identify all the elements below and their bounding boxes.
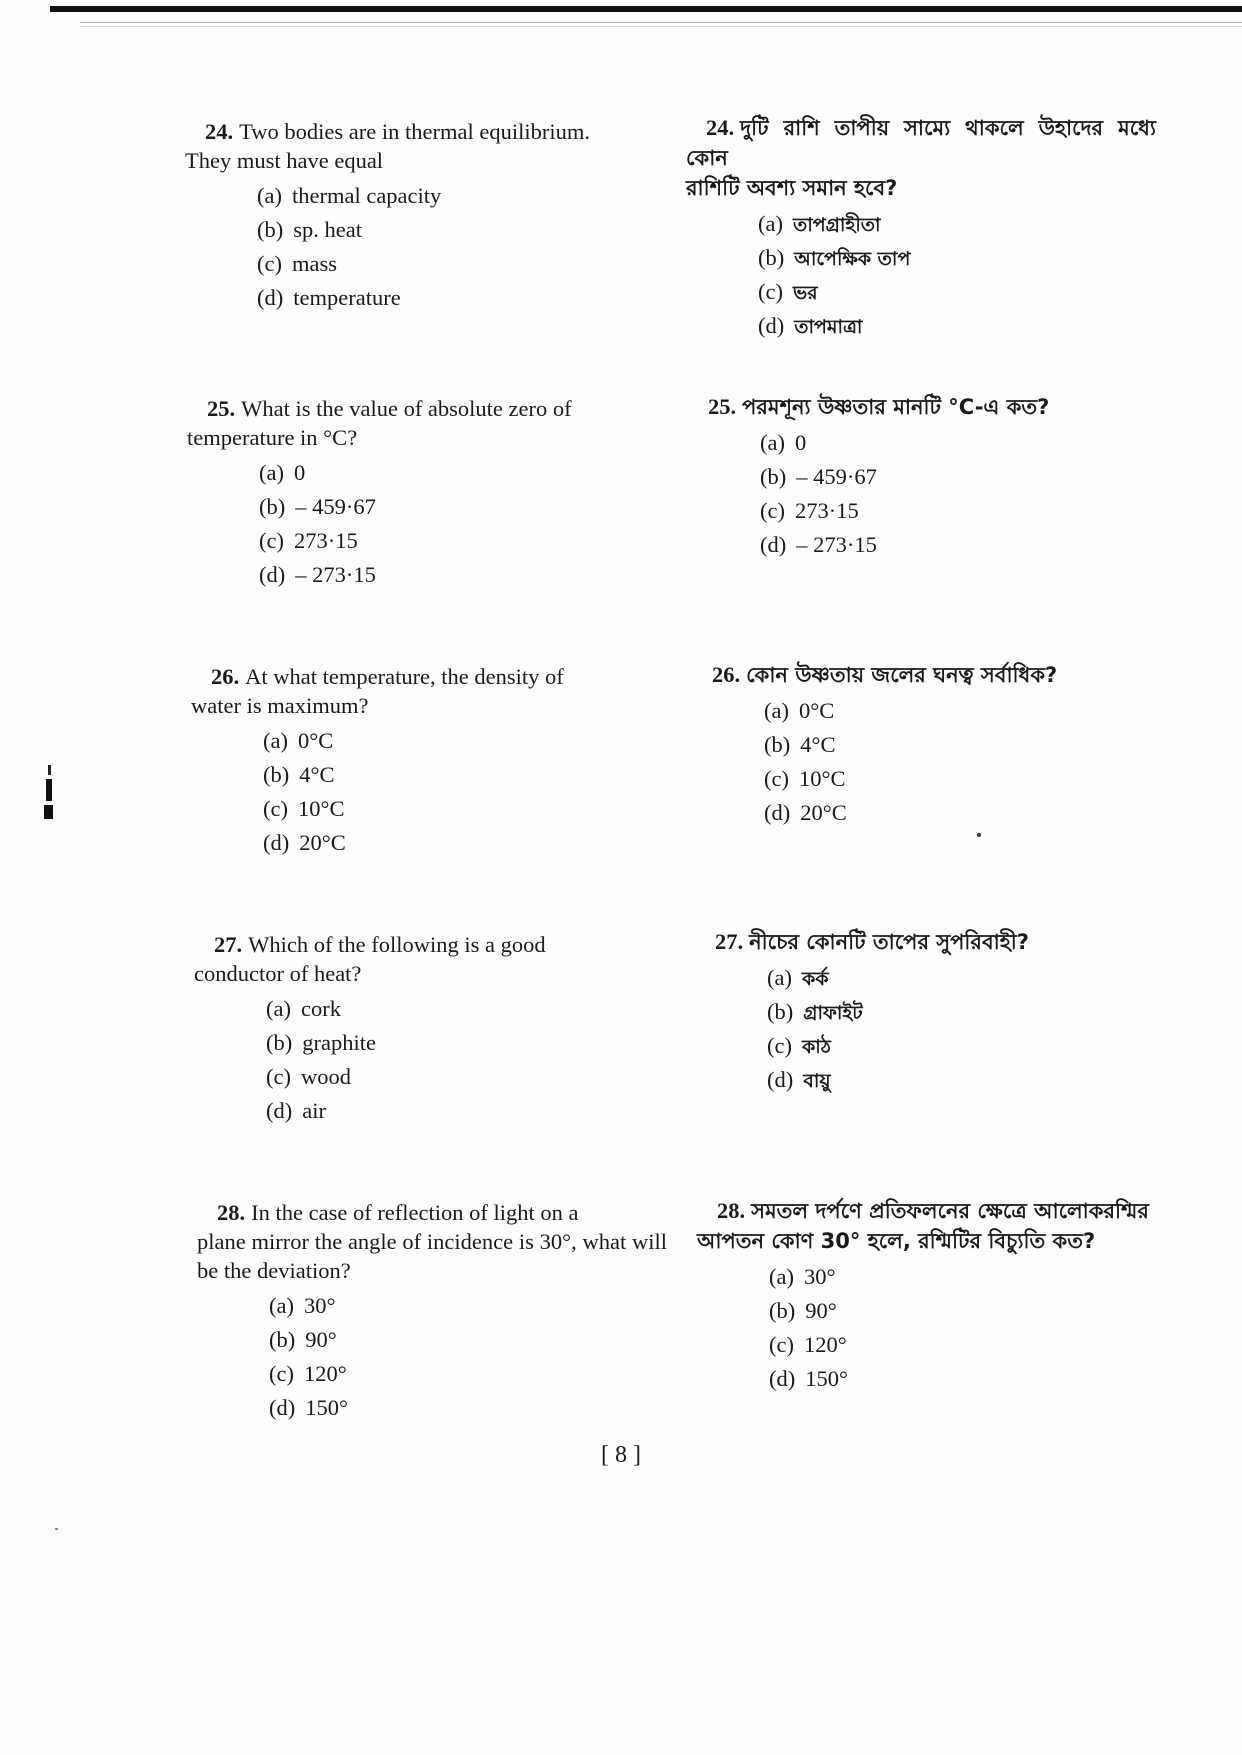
option-a: (a) 0°C (263, 728, 334, 753)
option-d: (d) বায়ু (767, 1067, 831, 1092)
question-text-cont: temperature in °C? (187, 425, 358, 450)
option-a: (a) 30° (769, 1264, 836, 1289)
question-text: At what temperature, the density of (245, 664, 564, 689)
option-c: (c) 273·15 (259, 528, 358, 553)
question-text-cont: আপতন কোণ 30° হলে, রশ্মিটির বিচ্যুতি কত? (697, 1229, 1096, 1253)
question-stem (197, 1198, 667, 1285)
question-27-en (194, 930, 664, 1128)
question-number: 25. (708, 394, 737, 419)
option-c: (c) mass (257, 251, 337, 276)
option-d: (d) temperature (257, 285, 401, 310)
option-c: (c) 10°C (764, 766, 846, 791)
question-text-cont: রাশিটি অবশ্য সমান হবে? (686, 176, 898, 200)
question-26-bn (692, 660, 1162, 830)
question-24-en (185, 117, 655, 315)
question-number: 28. (217, 1200, 246, 1225)
question-number: 27. (715, 929, 744, 954)
question-stem (191, 662, 661, 720)
question-text-cont: They must have equal (185, 148, 384, 173)
option-c: (c) wood (266, 1064, 351, 1089)
question-text-cont: plane mirror the angle of incidence is 30°, what will be the deviation? (197, 1229, 667, 1283)
option-b: (b) 90° (769, 1298, 837, 1323)
option-b: (b) 90° (269, 1327, 337, 1352)
question-text: In the case of reflection of light on a (251, 1200, 579, 1225)
question-text: সমতল দর্পণে প্রতিফলনের ক্ষেত্রে আলোকরশ্মির (751, 1199, 1149, 1223)
option-d: (d) 150° (769, 1366, 848, 1391)
option-b: (b) graphite (266, 1030, 376, 1055)
option-c: (c) ভর (758, 279, 818, 304)
question-24-bn (686, 113, 1156, 343)
question-25-en (187, 394, 657, 592)
option-a: (a) 0 (760, 430, 807, 455)
question-stem (686, 113, 1156, 203)
question-stem (688, 392, 1158, 422)
option-d: (d) air (266, 1098, 326, 1123)
option-d: (d) 20°C (764, 800, 847, 825)
option-b: (b) 4°C (263, 762, 335, 787)
question-27-bn (695, 927, 1165, 1097)
option-a: (a) 0°C (764, 698, 835, 723)
question-number: 26. (211, 664, 240, 689)
question-text-cont: water is maximum? (191, 693, 369, 718)
question-25-bn (688, 392, 1158, 562)
header-rule-thin (80, 22, 1242, 23)
option-b: (b) – 459·67 (760, 464, 877, 489)
option-b: (b) – 459·67 (259, 494, 376, 519)
option-c: (c) 120° (769, 1332, 847, 1357)
question-number: 27. (214, 932, 243, 957)
option-a: (a) কর্ক (767, 965, 829, 990)
option-b: (b) আপেক্ষিক তাপ (758, 245, 911, 270)
header-rule-thin-secondary (80, 26, 1242, 27)
question-text: What is the value of absolute zero of (241, 396, 572, 421)
margin-scan-mark (44, 765, 54, 825)
question-text: Which of the following is a good (248, 932, 546, 957)
option-a: (a) cork (266, 996, 341, 1021)
page-number: [ 8 ] (601, 1442, 641, 1468)
question-number: 24. (205, 119, 234, 144)
option-d: (d) – 273·15 (760, 532, 877, 557)
question-number: 26. (712, 662, 741, 687)
option-b: (b) sp. heat (257, 217, 362, 242)
option-c: (c) 10°C (263, 796, 345, 821)
question-text-cont: conductor of heat? (194, 961, 362, 986)
option-a: (a) তাপগ্রাহীতা (758, 211, 881, 236)
header-rule (50, 6, 1242, 12)
option-d: (d) তাপমাত্রা (758, 313, 863, 338)
option-c: (c) 273·15 (760, 498, 859, 523)
option-b: (b) 4°C (764, 732, 836, 757)
option-a: (a) thermal capacity (257, 183, 442, 208)
question-stem (194, 930, 664, 988)
question-text: Two bodies are in thermal equilibrium. (239, 119, 590, 144)
option-a: (a) 0 (259, 460, 306, 485)
question-number: 28. (717, 1198, 746, 1223)
question-stem (692, 660, 1162, 690)
question-text: নীচের কোনটি তাপের সুপরিবাহী? (749, 930, 1029, 954)
option-c: (c) 120° (269, 1361, 347, 1386)
option-d: (d) – 273·15 (259, 562, 376, 587)
question-28-bn (697, 1196, 1167, 1396)
question-28-en (197, 1198, 667, 1425)
question-text: দুটি রাশি তাপীয় সাম্যে থাকলে উহাদের মধ্যে কোন (686, 116, 1156, 170)
question-26-en (191, 662, 661, 860)
question-stem (187, 394, 657, 452)
option-c: (c) কাঠ (767, 1033, 831, 1058)
option-d: (d) 20°C (263, 830, 346, 855)
question-stem (697, 1196, 1167, 1256)
question-number: 25. (207, 396, 236, 421)
question-text: পরমশূন্য উষ্ণতার মানটি °C-এ কত? (742, 395, 1050, 419)
scan-speck (977, 833, 981, 837)
option-b: (b) গ্রাফাইট (767, 999, 863, 1024)
option-a: (a) 30° (269, 1293, 336, 1318)
scan-speck (55, 1528, 58, 1530)
question-number: 24. (706, 115, 735, 140)
question-stem (695, 927, 1165, 957)
option-d: (d) 150° (269, 1395, 348, 1420)
question-text: কোন উষ্ণতায় জলের ঘনত্ব সর্বাধিক? (746, 663, 1058, 687)
question-stem (185, 117, 655, 175)
